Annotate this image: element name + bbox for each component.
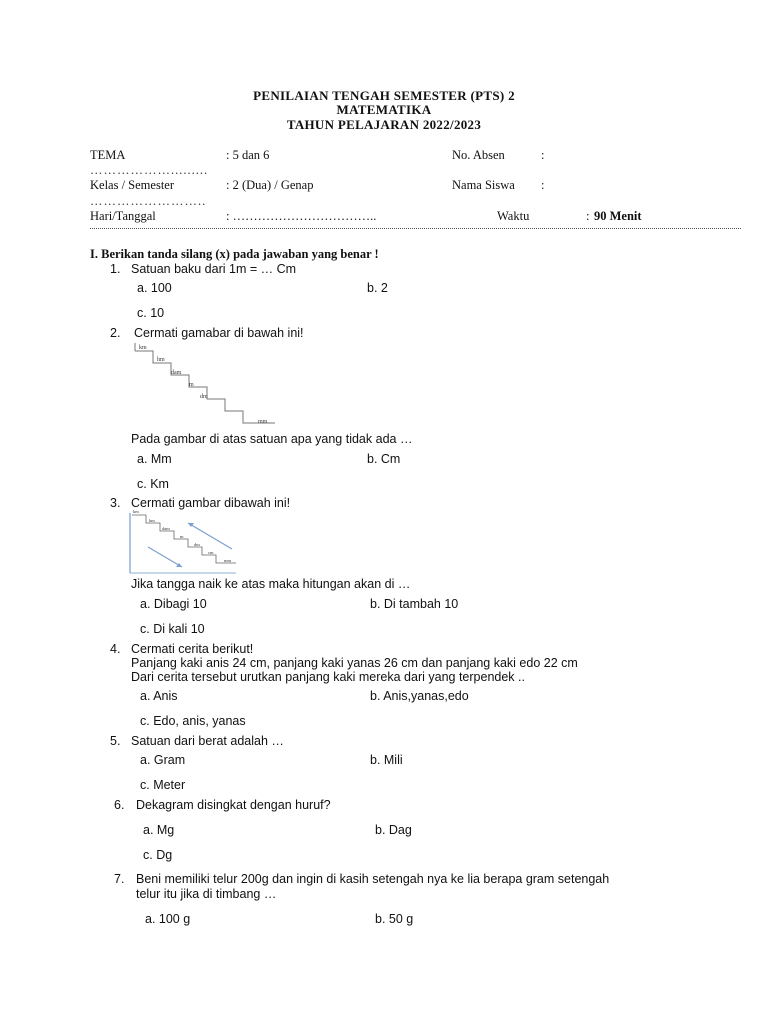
question-followup: Jika tangga naik ke atas maka hitungan akan di … bbox=[131, 577, 411, 591]
option-c[interactable]: c. Meter bbox=[140, 778, 186, 792]
metric-staircase-arrow-figure bbox=[128, 509, 240, 577]
step-label: km bbox=[139, 345, 147, 351]
step-label: mm bbox=[258, 419, 268, 425]
step-label: m bbox=[189, 382, 194, 388]
kelas-label: Kelas / Semester bbox=[90, 178, 175, 192]
step-label: hm bbox=[157, 357, 165, 363]
question-text-continued: telur itu jika di timbang … bbox=[136, 887, 277, 901]
question-text: Cermati gambar dibawah ini! bbox=[131, 496, 291, 510]
question-number: 6. bbox=[114, 798, 125, 812]
question-followup: Pada gambar di atas satuan apa yang tidak ada … bbox=[131, 432, 413, 446]
question-text: Dekagram disingkat dengan huruf? bbox=[136, 798, 331, 812]
step-label: mm bbox=[224, 558, 232, 563]
question-prompt: Dari cerita tersebut urutkan panjang kaki mereka dari yang terpendek .. bbox=[131, 670, 525, 684]
option-a[interactable]: a. 100 bbox=[137, 281, 172, 295]
question-text: Beni memiliki telur 200g dan ingin di kasih setengah nya ke lia berapa gram setengah bbox=[136, 872, 610, 886]
metric-staircase-figure bbox=[133, 343, 278, 428]
exam-title: PENILAIAN TENGAH SEMESTER (PTS) 2 bbox=[253, 88, 515, 103]
question-story: Panjang kaki anis 24 cm, panjang kaki yanas 26 cm dan panjang kaki edo 22 cm bbox=[131, 656, 578, 670]
tema-value: : 5 dan 6 bbox=[226, 148, 270, 162]
kelas-value: : 2 (Dua) / Genap bbox=[226, 178, 314, 192]
question-number: 3. bbox=[110, 496, 121, 510]
option-a[interactable]: a. 100 g bbox=[145, 912, 191, 926]
waktu-label: Waktu bbox=[497, 209, 530, 223]
question-text: Satuan dari berat adalah … bbox=[131, 734, 284, 748]
option-a[interactable]: a. Dibagi 10 bbox=[140, 597, 207, 611]
nama-label: Nama Siswa bbox=[452, 178, 515, 192]
option-c[interactable]: c. 10 bbox=[137, 306, 165, 320]
option-b[interactable]: b. Dag bbox=[375, 823, 412, 837]
hari-label: Hari/Tanggal bbox=[90, 209, 156, 223]
step-label: hm bbox=[149, 518, 155, 523]
waktu-value: 90 Menit bbox=[594, 209, 642, 223]
option-b[interactable]: b. Di tambah 10 bbox=[370, 597, 459, 611]
question-text: Satuan baku dari 1m = … Cm bbox=[131, 262, 297, 276]
question-number: 7. bbox=[114, 872, 125, 886]
option-b[interactable]: b. Anis,yanas,edo bbox=[370, 689, 469, 703]
option-c[interactable]: c. Dg bbox=[143, 848, 173, 862]
section-title: I. Berikan tanda silang (x) pada jawaban yang benar ! bbox=[90, 247, 379, 261]
school-year: TAHUN PELAJARAN 2022/2023 bbox=[286, 117, 482, 132]
step-label: dam bbox=[162, 526, 170, 531]
option-c[interactable]: c. Di kali 10 bbox=[140, 622, 205, 636]
question-text: Cermati cerita berikut! bbox=[131, 642, 254, 656]
option-b[interactable]: b. 2 bbox=[367, 281, 388, 295]
step-label: m bbox=[180, 534, 184, 539]
subject-title: MATEMATIKA bbox=[336, 102, 432, 117]
question-number: 5. bbox=[110, 734, 121, 748]
option-a[interactable]: a. Mg bbox=[143, 823, 175, 837]
waktu-colon: : bbox=[586, 209, 590, 223]
option-b[interactable]: b. 50 g bbox=[375, 912, 414, 926]
option-c[interactable]: c. Edo, anis, yanas bbox=[140, 714, 246, 728]
question-number: 4. bbox=[110, 642, 121, 656]
option-a[interactable]: a. Mm bbox=[137, 452, 172, 466]
step-label: km bbox=[133, 509, 139, 514]
option-b[interactable]: b. Cm bbox=[367, 452, 401, 466]
absen-value: : bbox=[541, 148, 545, 162]
nama-value: : bbox=[541, 178, 545, 192]
hari-value: : …………………………….. bbox=[226, 209, 377, 223]
step-label: dm bbox=[194, 542, 200, 547]
question-text: Cermati gamabar di bawah ini! bbox=[134, 326, 304, 340]
question-number: 2. bbox=[110, 326, 121, 340]
kelas-dots: …………………….. bbox=[90, 194, 207, 208]
step-label: cm bbox=[208, 550, 214, 555]
option-a[interactable]: a. Anis bbox=[140, 689, 178, 703]
tema-label: TEMA bbox=[90, 148, 126, 162]
option-a[interactable]: a. Gram bbox=[140, 753, 186, 767]
question-number: 1. bbox=[110, 262, 121, 276]
option-c[interactable]: c. Km bbox=[137, 477, 169, 491]
step-label: dm bbox=[200, 394, 208, 400]
absen-label: No. Absen bbox=[452, 148, 505, 162]
tema-dots: ………………......... bbox=[90, 163, 209, 177]
step-label: dam bbox=[171, 370, 182, 376]
option-b[interactable]: b. Mili bbox=[370, 753, 403, 767]
header-separator bbox=[90, 228, 741, 229]
